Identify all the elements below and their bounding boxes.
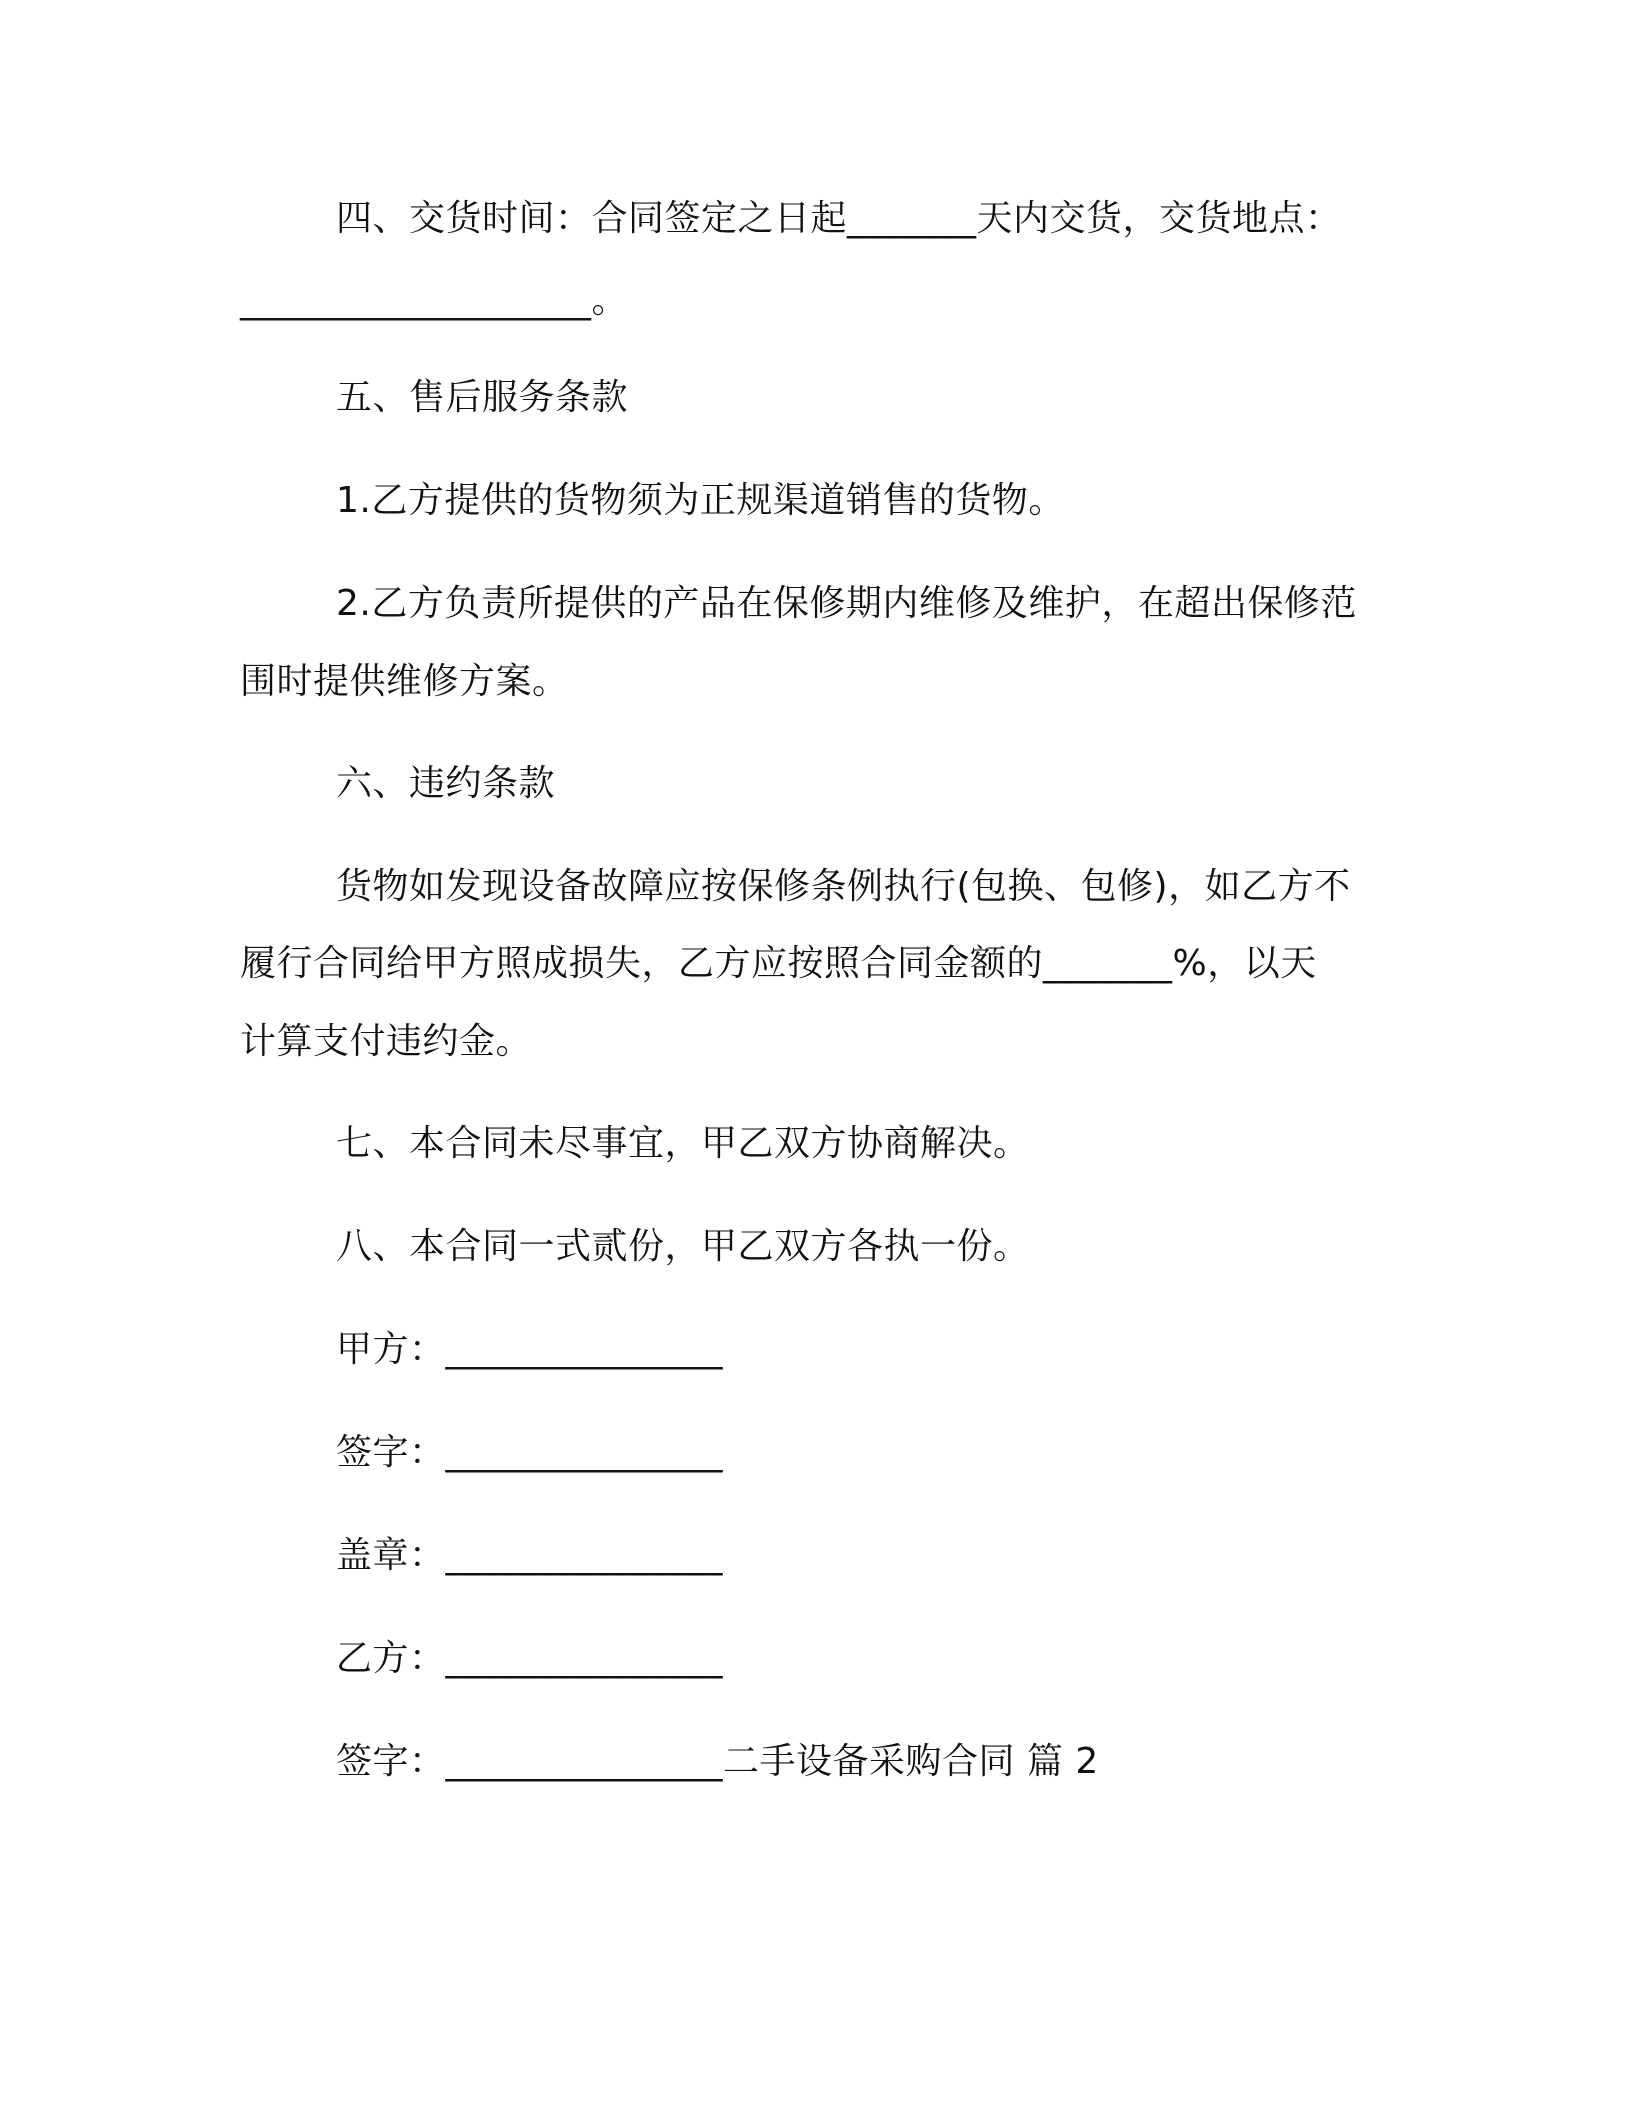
clause-6-heading: 六、违约条款 <box>336 763 556 804</box>
clause-5-item-2-line-2: 围时提供维修方案。 <box>240 661 569 702</box>
clause-8: 八、本合同一式贰份，甲乙双方各执一份。 <box>336 1226 1030 1267</box>
signature-b-field-and-next-title: 签字：_______________二手设备采购合同 篇 2 <box>336 1741 1099 1782</box>
clause-6-text-line-1: 货物如发现设备故障应按保修条例执行(包换、包修)，如乙方不 <box>336 866 1351 907</box>
clause-5-item-2-line-1: 2.乙方负责所提供的产品在保修期内维修及维护，在超出保修范 <box>336 583 1357 624</box>
clause-4-delivery-line-2: ___________________。 <box>240 280 628 321</box>
seal-field: 盖章：_______________ <box>336 1535 724 1576</box>
party-b-field: 乙方：_______________ <box>336 1638 724 1679</box>
clause-6-text-line-3: 计算支付违约金。 <box>240 1021 533 1062</box>
clause-7: 七、本合同未尽事宜，甲乙双方协商解决。 <box>336 1123 1030 1164</box>
signature-a-field: 签字：_______________ <box>336 1432 724 1473</box>
clause-5-item-1: 1.乙方提供的货物须为正规渠道销售的货物。 <box>336 480 1065 521</box>
party-a-field: 甲方：_______________ <box>336 1329 724 1370</box>
clause-4-delivery-line-1: 四、交货时间：合同签定之日起_______天内交货，交货地点： <box>336 198 1342 239</box>
clause-6-text-line-2: 履行合同给甲方照成损失，乙方应按照合同金额的_______%，以天 <box>240 943 1317 984</box>
clause-5-heading: 五、售后服务条款 <box>336 377 629 418</box>
